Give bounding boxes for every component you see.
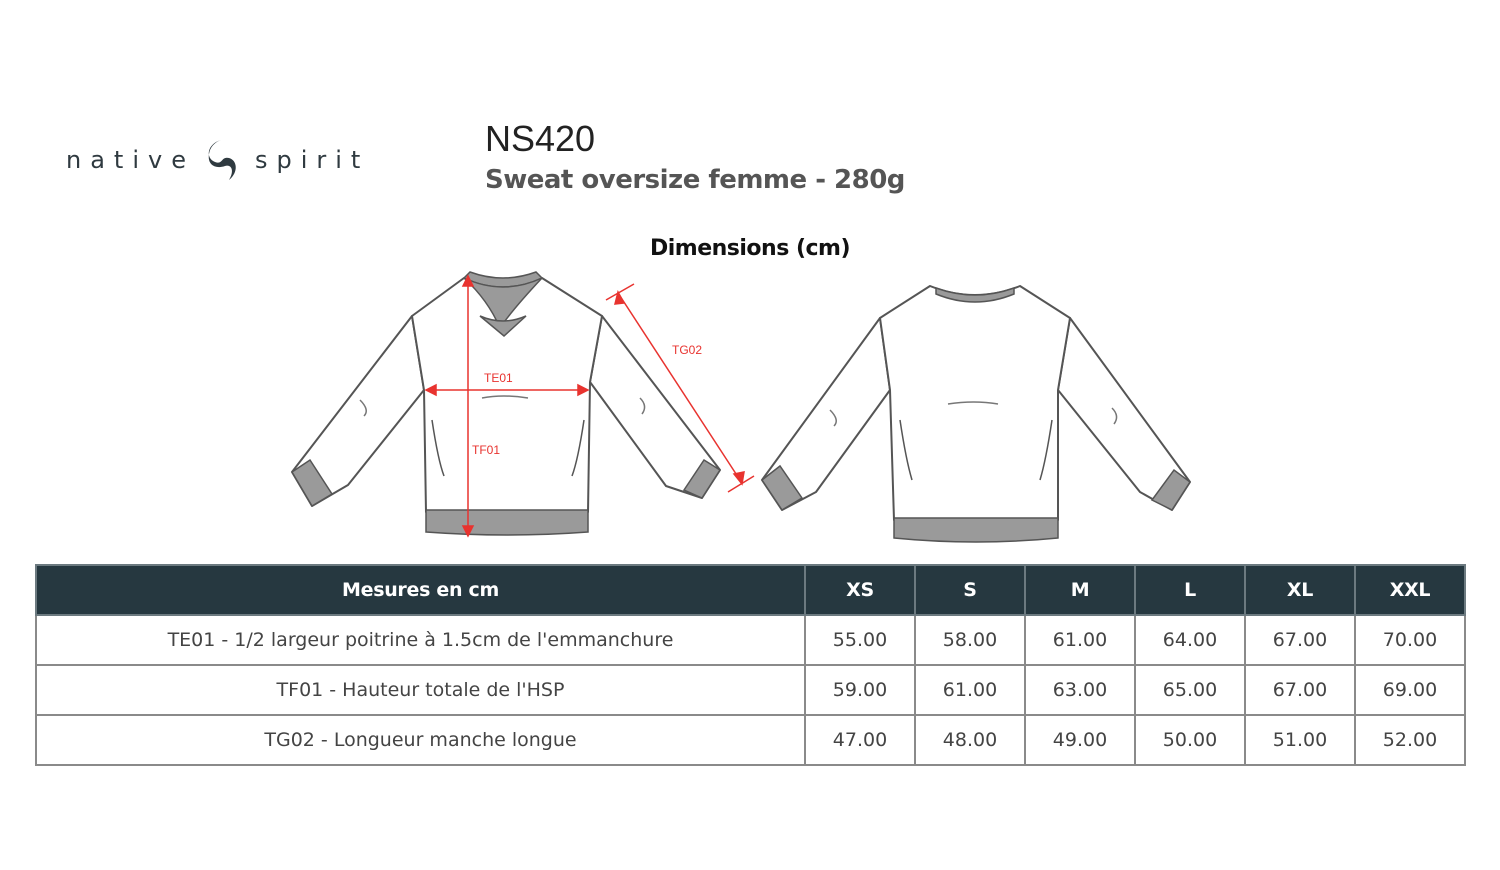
native-spirit-swirl-logo-icon [201,138,241,182]
cell-value: 65.00 [1135,665,1245,715]
cell-value: 58.00 [915,615,1025,665]
cell-value: 48.00 [915,715,1025,765]
size-table [35,564,1466,766]
cell-value: 70.00 [1355,615,1465,665]
sweatshirt-front-diagram [288,270,758,545]
cell-value: 51.00 [1245,715,1355,765]
header-measure: Mesures en cm [36,565,805,615]
cell-value: 67.00 [1245,665,1355,715]
tf01-label: TF01 [472,443,501,457]
brand-word-native: native [66,146,195,174]
header-size-xxl: XXL [1355,565,1465,615]
cell-value: 63.00 [1025,665,1135,715]
cell-value: 59.00 [805,665,915,715]
sweatshirt-back-diagram [756,270,1196,545]
row-label: TF01 - Hauteur totale de l'HSP [36,665,805,715]
cell-value: 50.00 [1135,715,1245,765]
row-label: TE01 - 1/2 largeur poitrine à 1.5cm de l'emmanchure [36,615,805,665]
cell-value: 49.00 [1025,715,1135,765]
cell-value: 64.00 [1135,615,1245,665]
dimensions-title: Dimensions (cm) [649,236,851,261]
cell-value: 61.00 [915,665,1025,715]
table-row [36,715,1465,765]
cell-value: 61.00 [1025,615,1135,665]
te01-label: TE01 [484,371,513,385]
table-row [36,665,1465,715]
brand-logo [66,138,369,182]
row-label: TG02 - Longueur manche longue [36,715,805,765]
header-size-xs: XS [805,565,915,615]
cell-value: 69.00 [1355,665,1465,715]
cell-value: 47.00 [805,715,915,765]
header-size-l: L [1135,565,1245,615]
header-size-m: M [1025,565,1135,615]
header-size-s: S [915,565,1025,615]
product-subtitle: Sweat oversize femme - 280g [485,165,905,195]
brand-word-spirit: spirit [254,146,370,174]
product-code: NS420 [485,118,596,159]
header-size-xl: XL [1245,565,1355,615]
table-row [36,615,1465,665]
tg02-label: TG02 [672,343,703,357]
cell-value: 67.00 [1245,615,1355,665]
cell-value: 55.00 [805,615,915,665]
table-header-row [36,565,1465,615]
cell-value: 52.00 [1355,715,1465,765]
